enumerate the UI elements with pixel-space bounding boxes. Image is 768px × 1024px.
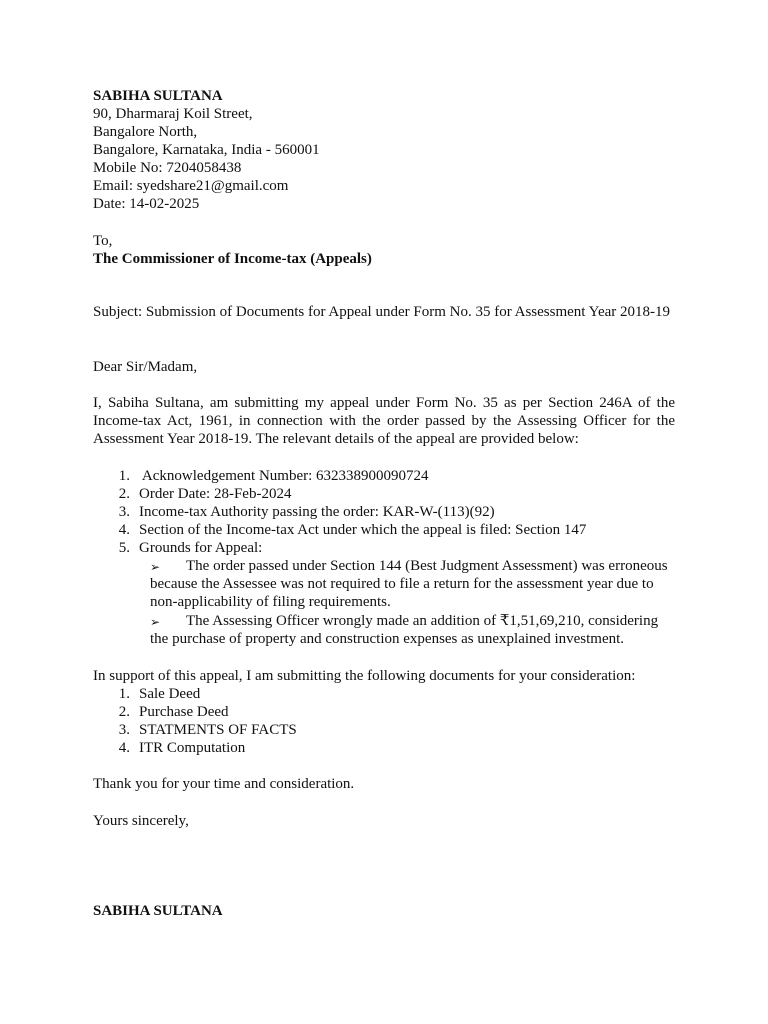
- detail-number-4: 4.: [118, 522, 130, 538]
- intro-paragraph: I, Sabiha Sultana, am submitting my appeal under Form No. 35 as per Section 246A of the Income-tax Act, 1961, in connection with the order passed by the Assessing Officer for the Assessment Year 2018-19. The relevant details of the appeal are provided below:: [93, 395, 675, 447]
- signature-name: SABIHA SULTANA: [93, 903, 223, 919]
- detail-number-3: 3.: [118, 504, 130, 520]
- recipient-name: The Commissioner of Income-tax (Appeals): [93, 251, 372, 267]
- detail-item-1: Acknowledgement Number: 632338900090724: [139, 468, 429, 484]
- detail-item-4: Section of the Income-tax Act under which the appeal is filed: Section 147: [139, 522, 587, 538]
- recipient-to: To,: [93, 233, 113, 249]
- thanks-line: Thank you for your time and consideration.: [93, 776, 355, 792]
- sender-address-line-2: Bangalore North,: [93, 124, 198, 140]
- document-item-3: STATMENTS OF FACTS: [139, 722, 297, 738]
- document-number-2: 2.: [118, 704, 130, 720]
- sender-email: Email: syedshare21@gmail.com: [93, 178, 289, 194]
- detail-item-5: Grounds for Appeal:: [139, 540, 263, 556]
- arrow-bullet-icon: ➢: [150, 560, 161, 574]
- support-intro: In support of this appeal, I am submitting the following documents for your consideration:: [93, 668, 636, 684]
- subject-line: Subject: Submission of Documents for Appeal under Form No. 35 for Assessment Year 2018-19: [93, 304, 671, 320]
- closing-line: Yours sincerely,: [93, 813, 189, 829]
- detail-number-1: 1.: [118, 468, 130, 484]
- detail-number-2: 2.: [118, 486, 130, 502]
- sender-name: SABIHA SULTANA: [93, 88, 223, 104]
- document-number-1: 1.: [118, 686, 130, 702]
- detail-item-2: Order Date: 28-Feb-2024: [139, 486, 292, 502]
- sender-mobile: Mobile No: 7204058438: [93, 160, 242, 176]
- detail-number-5: 5.: [118, 540, 130, 556]
- salutation: Dear Sir/Madam,: [93, 359, 198, 375]
- document-item-2: Purchase Deed: [139, 704, 229, 720]
- sender-address-line-3: Bangalore, Karnataka, India - 560001: [93, 142, 320, 158]
- document-item-4: ITR Computation: [139, 740, 246, 756]
- sender-address-line-1: 90, Dharmaraj Koil Street,: [93, 106, 253, 122]
- document-number-4: 4.: [118, 740, 130, 756]
- document-number-3: 3.: [118, 722, 130, 738]
- detail-item-3: Income-tax Authority passing the order: KAR-W-(113)(92): [139, 504, 495, 520]
- ground-item-1: The order passed under Section 144 (Best Judgment Assessment) was erroneous because the Assessee was not required to file a return for the assessment year due to non-applicability of filing requirements.: [150, 558, 668, 610]
- arrow-bullet-icon: ➢: [150, 615, 161, 629]
- document-item-1: Sale Deed: [139, 686, 201, 702]
- ground-item-2: The Assessing Officer wrongly made an addition of ₹1,51,69,210, considering the purchase of property and construction expenses as unexplained investment.: [150, 613, 659, 647]
- letter-date: Date: 14-02-2025: [93, 196, 200, 212]
